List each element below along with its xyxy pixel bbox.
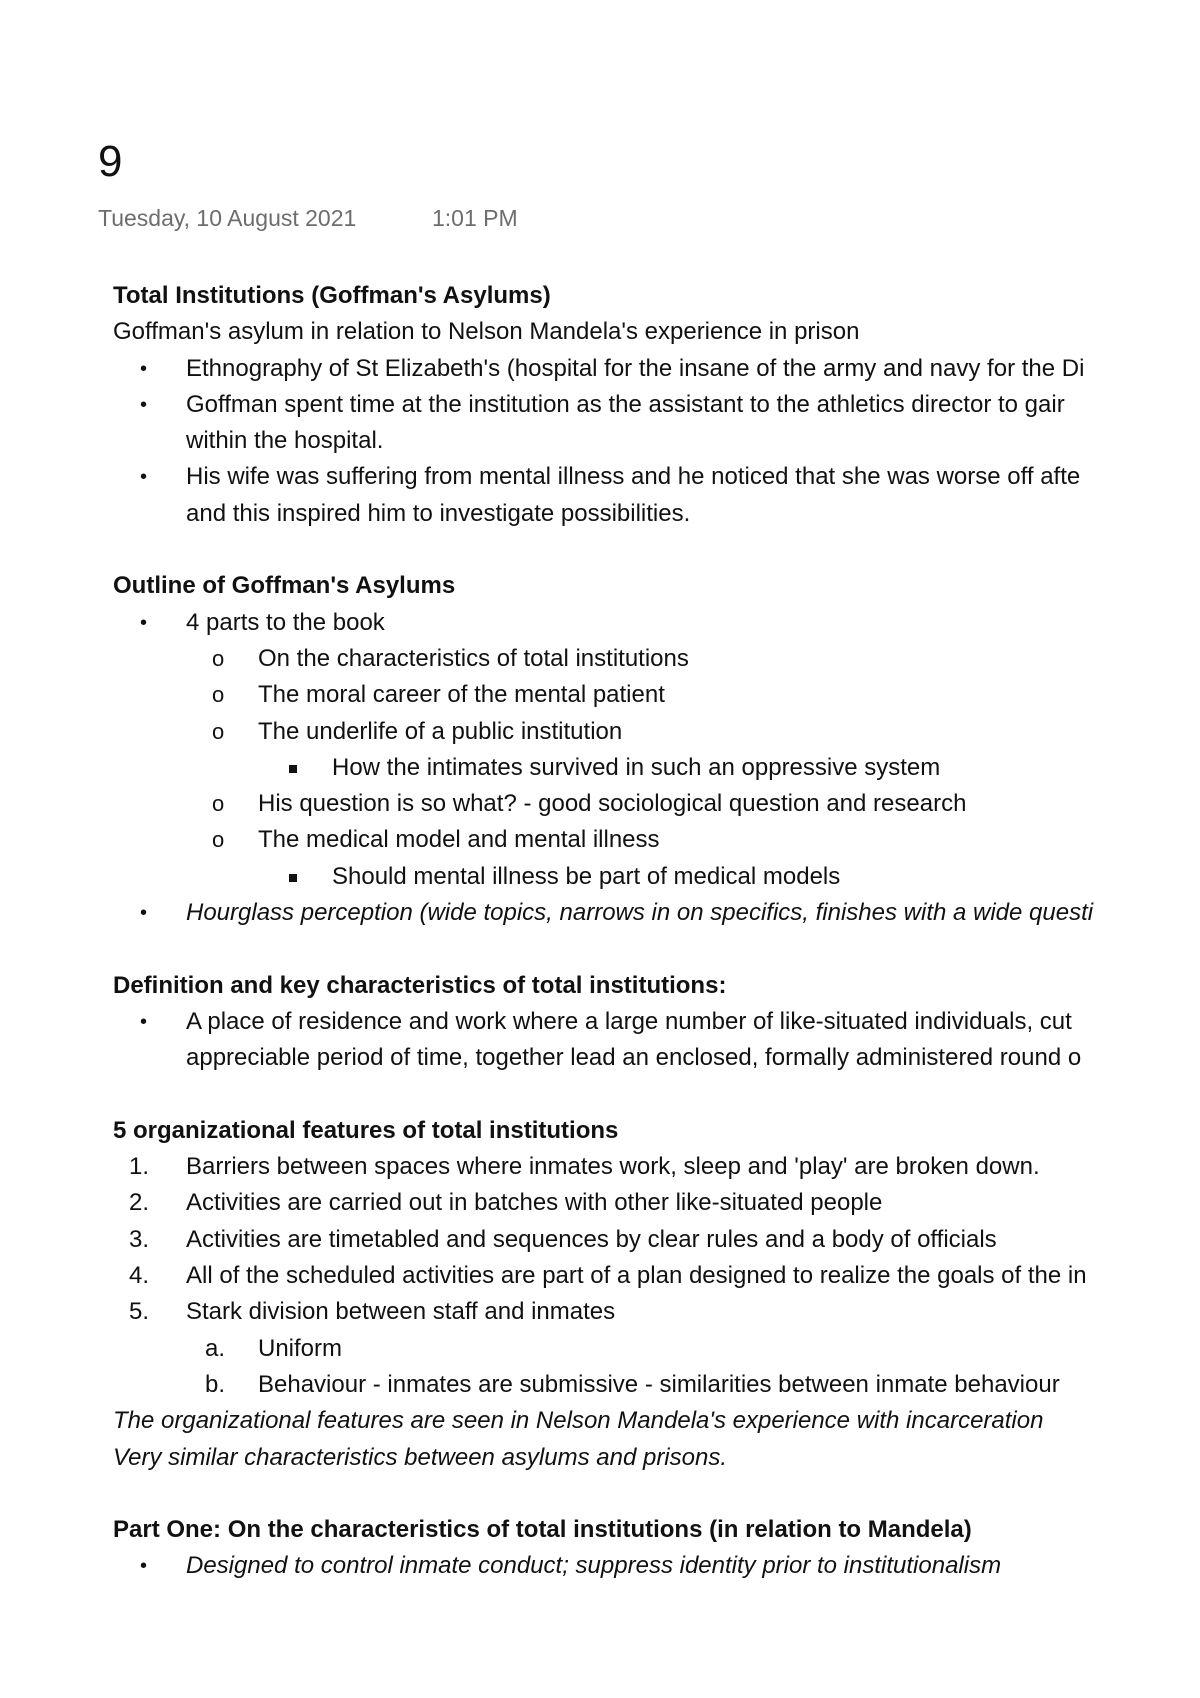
bullet-marker: • <box>140 611 148 634</box>
letter-marker: a. <box>205 1334 226 1362</box>
bullet-marker: • <box>140 393 148 416</box>
sub-bullet-item: o On the characteristics of total institutions <box>0 641 1200 677</box>
note-date: Tuesday, 10 August 2021 <box>98 205 357 231</box>
circle-marker: o <box>212 645 225 671</box>
blank-line <box>0 532 1200 568</box>
bullet-item: • Designed to control inmate conduct; suppress identity prior to institutionalism <box>0 1548 1200 1584</box>
italic-note: The organizational features are seen in Nelson Mandela's experience with incarceration <box>113 1407 1044 1435</box>
lettered-item: a. Uniform <box>0 1331 1200 1367</box>
circle-marker: o <box>212 827 225 853</box>
numbered-item: 3. Activities are timetabled and sequences by clear rules and a body of officials <box>0 1222 1200 1258</box>
bullet-marker: • <box>140 1555 148 1578</box>
bullet-item: • His wife was suffering from mental illness and he noticed that she was worse off afte <box>0 459 1200 495</box>
bullet-marker: • <box>140 902 148 925</box>
note-body <box>0 278 1200 1585</box>
section-heading: 5 organizational features of total institutions <box>113 1116 619 1144</box>
square-marker-icon <box>289 874 297 882</box>
circle-marker: o <box>212 718 225 744</box>
lettered-item: b. Behaviour - inmates are submissive - similarities between inmate behaviour <box>0 1367 1200 1403</box>
numbered-item: 4. All of the scheduled activities are part of a plan designed to realize the goals of the in <box>0 1258 1200 1294</box>
bullet-item: • Hourglass perception (wide topics, narrows in on specifics, finishes with a wide questi <box>0 895 1200 931</box>
number-marker: 5. <box>129 1298 150 1326</box>
number-marker: 3. <box>129 1225 150 1253</box>
sub-bullet-item: o His question is so what? - good sociological question and research <box>0 786 1200 822</box>
section-heading: Outline of Goffman's Asylums <box>113 572 456 600</box>
numbered-item: 5. Stark division between staff and inmates <box>0 1294 1200 1330</box>
blank-line <box>0 1476 1200 1512</box>
number-marker: 2. <box>129 1189 150 1217</box>
sub-bullet-item: o The underlife of a public institution <box>0 714 1200 750</box>
sub-bullet-item: o The medical model and mental illness <box>0 822 1200 858</box>
paragraph: Goffman's asylum in relation to Nelson Mandela's experience in prison <box>113 318 860 346</box>
bullet-marker: • <box>140 1010 148 1033</box>
blank-line <box>0 1077 1200 1113</box>
circle-marker: o <box>212 682 225 708</box>
blank-line <box>0 931 1200 967</box>
circle-marker: o <box>212 791 225 817</box>
page-title: 9 <box>98 137 123 186</box>
bullet-continuation: and this inspired him to investigate possibilities. <box>186 499 691 527</box>
square-marker-icon <box>289 765 297 773</box>
note-time: 1:01 PM <box>432 205 518 231</box>
number-marker: 4. <box>129 1262 150 1290</box>
bullet-item: • A place of residence and work where a large number of like-situated individuals, cut <box>0 1004 1200 1040</box>
section-heading: Definition and key characteristics of total institutions: <box>113 971 727 999</box>
bullet-item: • 4 parts to the book <box>0 605 1200 641</box>
numbered-item: 2. Activities are carried out in batches with other like-situated people <box>0 1185 1200 1221</box>
bullet-continuation: appreciable period of time, together lead an enclosed, formally administered round o <box>186 1044 1082 1072</box>
page-timestamp <box>98 205 518 232</box>
sub-sub-bullet-item: Should mental illness be part of medical models <box>0 859 1200 895</box>
italic-note: Very similar characteristics between asylums and prisons. <box>113 1443 728 1471</box>
number-marker: 1. <box>129 1153 150 1181</box>
bullet-marker: • <box>140 466 148 489</box>
bullet-item: • Ethnography of St Elizabeth's (hospital for the insane of the army and navy for the Di <box>0 351 1200 387</box>
letter-marker: b. <box>205 1370 226 1398</box>
section-heading: Total Institutions (Goffman's Asylums) <box>113 282 551 309</box>
section-heading: Part One: On the characteristics of total institutions (in relation to Mandela) <box>113 1516 972 1544</box>
numbered-item: 1. Barriers between spaces where inmates work, sleep and 'play' are broken down. <box>0 1149 1200 1185</box>
bullet-item: • Goffman spent time at the institution as the assistant to the athletics director to gair <box>0 387 1200 423</box>
sub-sub-bullet-item: How the intimates survived in such an oppressive system <box>0 750 1200 786</box>
bullet-marker: • <box>140 357 148 380</box>
sub-bullet-item: o The moral career of the mental patient <box>0 677 1200 713</box>
bullet-continuation: within the hospital. <box>186 427 384 455</box>
